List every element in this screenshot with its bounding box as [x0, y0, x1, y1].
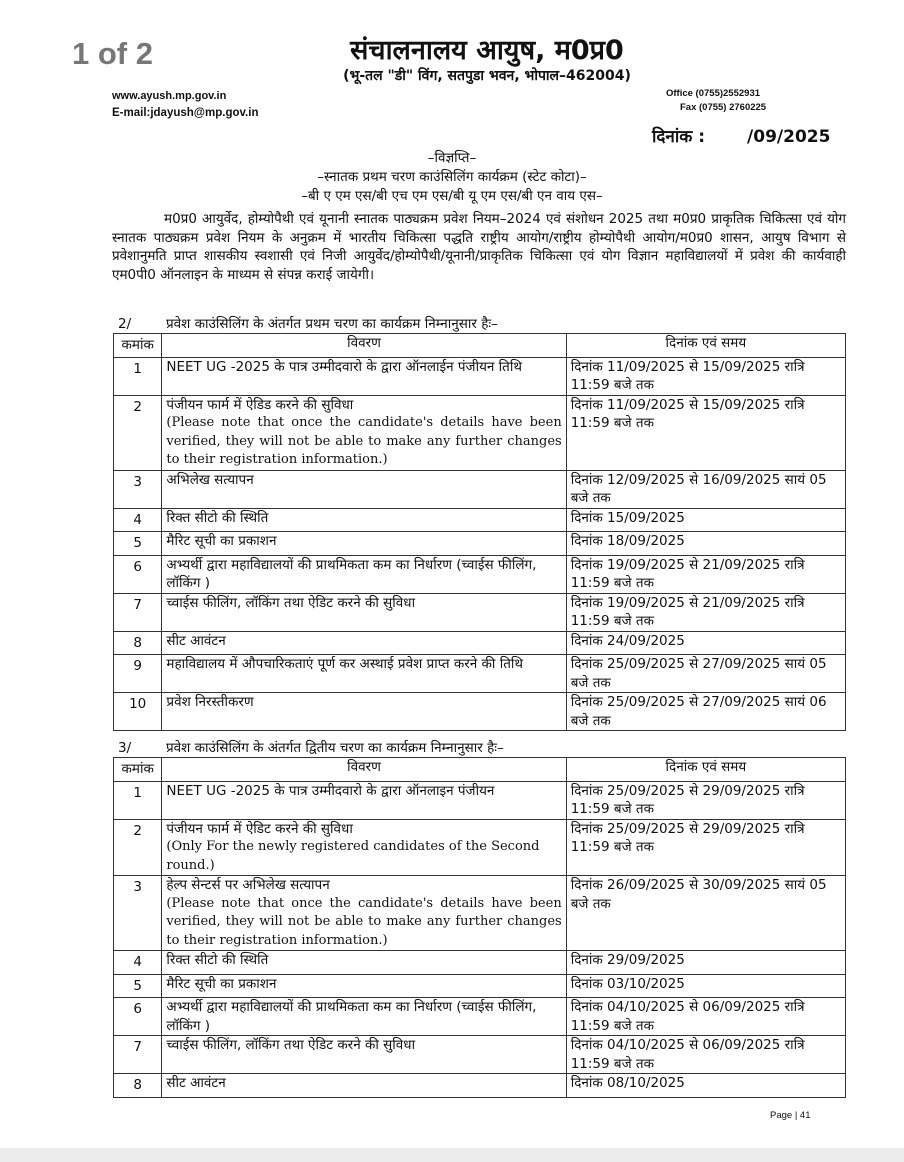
row-date: दिनांक 24/09/2025 — [566, 631, 845, 655]
table-row — [114, 781, 846, 819]
row-sno: 7 — [114, 1036, 162, 1074]
col-header-desc: विवरण — [162, 334, 566, 358]
fax-number: Fax (0755) 2760225 — [680, 102, 767, 113]
row-date: दिनांक 25/09/2025 से 29/09/2025 रात्रि 11:59 बजे तक — [566, 819, 845, 876]
row-date: दिनांक 12/09/2025 से 16/09/2025 सायं 05 बजे तक — [566, 470, 845, 508]
table-row — [114, 357, 846, 395]
row-sno: 1 — [114, 357, 162, 395]
row-sno: 5 — [114, 974, 162, 998]
section2-number: 2/ — [118, 316, 132, 332]
row-desc-cell — [162, 395, 566, 470]
row-sno: 7 — [114, 593, 162, 631]
row-date: दिनांक 25/09/2025 से 27/09/2025 सायं 06 बजे तक — [566, 693, 845, 731]
row-sno: 3 — [114, 876, 162, 951]
row-desc: NEET UG -2025 के पात्र उम्मीदवारो के द्वारा ऑनलाईन पंजीयन तिथि — [162, 357, 566, 395]
row-date: दिनांक 18/09/2025 — [566, 532, 845, 556]
row-desc: महाविद्यालय में औपचारिकताएं पूर्ण कर अस्थाई प्रवेश प्राप्त करने की तिथि — [162, 655, 566, 693]
row-sno: 4 — [114, 508, 162, 532]
notice-paragraph: म0प्र0 आयुर्वेद, होम्योपैथी एवं यूनानी स्नातक पाठ्यक्रम प्रवेश नियम–2024 एवं संशोधन 2025 तथा म0प्र0 प्राकृतिक चिकित्सा एवं योग स्नातक पाठ्यक्रम प्रवेश नियम के अनुक्रम में भारतीय चिकित्सा पद्धति राष्ट्रीय आयोग/राष्ट्रीय होम्योपैथी आयोग/म0प्र0 शासन, आयुष विभाग से प्रवेशानुमति प्राप्त शासकीय स्वशासी एवं निजी आयुर्वेद/होम्योपैथी/यूनानी/प्राकृतिक चिकित्सा एवं योग विज्ञान महाविद्यालयों में प्रवेश की कार्यवाही एम0पी0 ऑनलाइन के माध्यम से संपन्न कराई जायेगी। — [112, 211, 846, 283]
row-note: (Only For the newly registered candidates of the Second round.) — [166, 839, 540, 873]
date-line — [652, 124, 830, 147]
row-date: दिनांक 03/10/2025 — [566, 974, 845, 998]
table-header-row — [114, 334, 846, 358]
page-footer: Page | 41 — [770, 1110, 811, 1121]
section3-title: प्रवेश काउंसिलिंग के अंतर्गत द्वितीय चरण का कार्यक्रम निम्नानुसार हैः– — [166, 740, 504, 756]
notice-heading: –विज्ञप्ति– — [427, 150, 477, 166]
row-sno: 8 — [114, 631, 162, 655]
row-date: दिनांक 26/09/2025 से 30/09/2025 सायं 05 बजे तक — [566, 876, 845, 951]
row-date: दिनांक 04/10/2025 से 06/09/2025 रात्रि 11:59 बजे तक — [566, 998, 845, 1036]
table-row — [114, 998, 846, 1036]
table-row — [114, 974, 846, 998]
row-desc: च्वाईस फीलिंग, लॉकिंग तथा ऐडिट करने की सुविधा — [162, 593, 566, 631]
table-row — [114, 1036, 846, 1074]
row-desc: अभिलेख सत्यापन — [162, 470, 566, 508]
row-date: दिनांक 11/09/2025 से 15/09/2025 रात्रि 11:59 बजे तक — [566, 357, 845, 395]
table-row — [114, 876, 846, 951]
row-sno: 3 — [114, 470, 162, 508]
table-row — [114, 819, 846, 876]
table-row — [114, 693, 846, 731]
row-date: दिनांक 25/09/2025 से 27/09/2025 सायं 05 बजे तक — [566, 655, 845, 693]
row-desc-cell — [162, 876, 566, 951]
row-desc: अभ्यर्थी द्वारा महाविद्यालयों की प्राथमिकता कम का निर्धारण (च्वाईस फीलिंग, लॉकिंग ) — [162, 555, 566, 593]
row-date: दिनांक 15/09/2025 — [566, 508, 845, 532]
row-date: दिनांक 11/09/2025 से 15/09/2025 रात्रि 11:59 बजे तक — [566, 395, 845, 470]
row-sno: 2 — [114, 395, 162, 470]
page-indicator: 1 of 2 — [72, 36, 153, 71]
date-value: /09/2025 — [747, 127, 831, 147]
date-label: दिनांक : — [652, 127, 706, 147]
row-note: (Please note that once the candidate's details have been verified, they will not be able to make any further changes to their registration information.) — [166, 415, 562, 467]
row-desc: मैरिट सूची का प्रकाशन — [162, 974, 566, 998]
website-text: www.ayush.mp.gov.in — [112, 90, 227, 102]
row-desc: हेल्प सेन्टर्स पर अभिलेख सत्यापन — [166, 877, 330, 893]
table-row — [114, 470, 846, 508]
phase2-schedule-table — [113, 757, 846, 1098]
section2-title: प्रवेश काउंसिलिंग के अंतर्गत प्रथम चरण का कार्यक्रम निम्नानुसार हैः– — [166, 316, 498, 332]
row-date: दिनांक 29/09/2025 — [566, 951, 845, 975]
notice-courses: –बी ए एम एस/बी एच एम एस/बी यू एम एस/बी एन वाय एस– — [301, 188, 603, 204]
table-row — [114, 555, 846, 593]
row-desc: प्रवेश निरस्तीकरण — [162, 693, 566, 731]
row-sno: 5 — [114, 532, 162, 556]
office-address: (भू-तल "डी" विंग, सतपुडा भवन, भोपाल–462004) — [343, 68, 631, 84]
phase1-schedule-table — [113, 333, 846, 731]
col-header-sno: कमांक — [114, 334, 162, 358]
row-desc: NEET UG -2025 के पात्र उम्मीदवारो के द्वारा ऑनलाइन पंजीयन — [162, 781, 566, 819]
row-sno: 10 — [114, 693, 162, 731]
row-date: दिनांक 04/10/2025 से 06/09/2025 रात्रि 11:59 बजे तक — [566, 1036, 845, 1074]
row-sno: 8 — [114, 1074, 162, 1098]
row-desc: रिक्त सीटो की स्थिति — [162, 508, 566, 532]
col-header-date: दिनांक एवं समय — [566, 334, 845, 358]
table-row — [114, 532, 846, 556]
row-desc: पंजीयन फार्म में ऐडिट करने की सुविधा — [166, 820, 353, 837]
row-sno: 1 — [114, 781, 162, 819]
row-desc: सीट आवंटन — [162, 631, 566, 655]
row-note: (Please note that once the candidate's details have been verified, they will not be able to make any further changes to their registration information.) — [166, 895, 562, 948]
table-row — [114, 593, 846, 631]
row-date: दिनांक 08/10/2025 — [566, 1074, 845, 1098]
table-header-row — [114, 758, 846, 782]
section2-heading — [118, 314, 498, 332]
row-sno: 6 — [114, 998, 162, 1036]
row-desc: सीट आवंटन — [162, 1074, 566, 1098]
table-row — [114, 1074, 846, 1098]
row-desc: रिक्त सीटो की स्थिति — [162, 951, 566, 975]
section3-heading — [118, 738, 504, 756]
row-desc: च्वाईस फीलिंग, लॉकिंग तथा ऐडिट करने की सुविधा — [162, 1036, 566, 1074]
row-desc-cell — [162, 819, 566, 876]
row-date: दिनांक 19/09/2025 से 21/09/2025 रात्रि 11:59 बजे तक — [566, 593, 845, 631]
table-row — [114, 631, 846, 655]
row-date: दिनांक 19/09/2025 से 21/09/2025 रात्रि 11:59 बजे तक — [566, 555, 845, 593]
table-row — [114, 951, 846, 975]
email-text: E-mail:jdayush@mp.gov.in — [112, 107, 259, 119]
row-desc: अभ्यर्थी द्वारा महाविद्यालयों की प्राथमिकता कम का निर्धारण (च्वाईस फीलिंग, लॉकिंग ) — [162, 998, 566, 1036]
office-title: संचालनालय आयुष, म0प्र0 — [350, 35, 624, 66]
row-sno: 4 — [114, 951, 162, 975]
section3-number: 3/ — [118, 740, 132, 756]
row-sno: 9 — [114, 655, 162, 693]
notice-subheading: –स्नातक प्रथम चरण काउंसिलिंग कार्यक्रम (स्टेट कोटा)– — [317, 169, 587, 185]
office-phone: Office (0755)2552931 — [666, 88, 761, 99]
col-header-date: दिनांक एवं समय — [566, 758, 845, 782]
table-row — [114, 395, 846, 470]
row-date: दिनांक 25/09/2025 से 29/09/2025 रात्रि 11:59 बजे तक — [566, 781, 845, 819]
table-row — [114, 508, 846, 532]
table-row — [114, 655, 846, 693]
row-sno: 2 — [114, 819, 162, 876]
row-desc: मैरिट सूची का प्रकाशन — [162, 532, 566, 556]
row-sno: 6 — [114, 555, 162, 593]
col-header-desc: विवरण — [162, 758, 566, 782]
col-header-sno: कमांक — [114, 758, 162, 782]
row-desc: पंजीयन फार्म में ऐडिड करने की सुविधा — [166, 396, 354, 413]
